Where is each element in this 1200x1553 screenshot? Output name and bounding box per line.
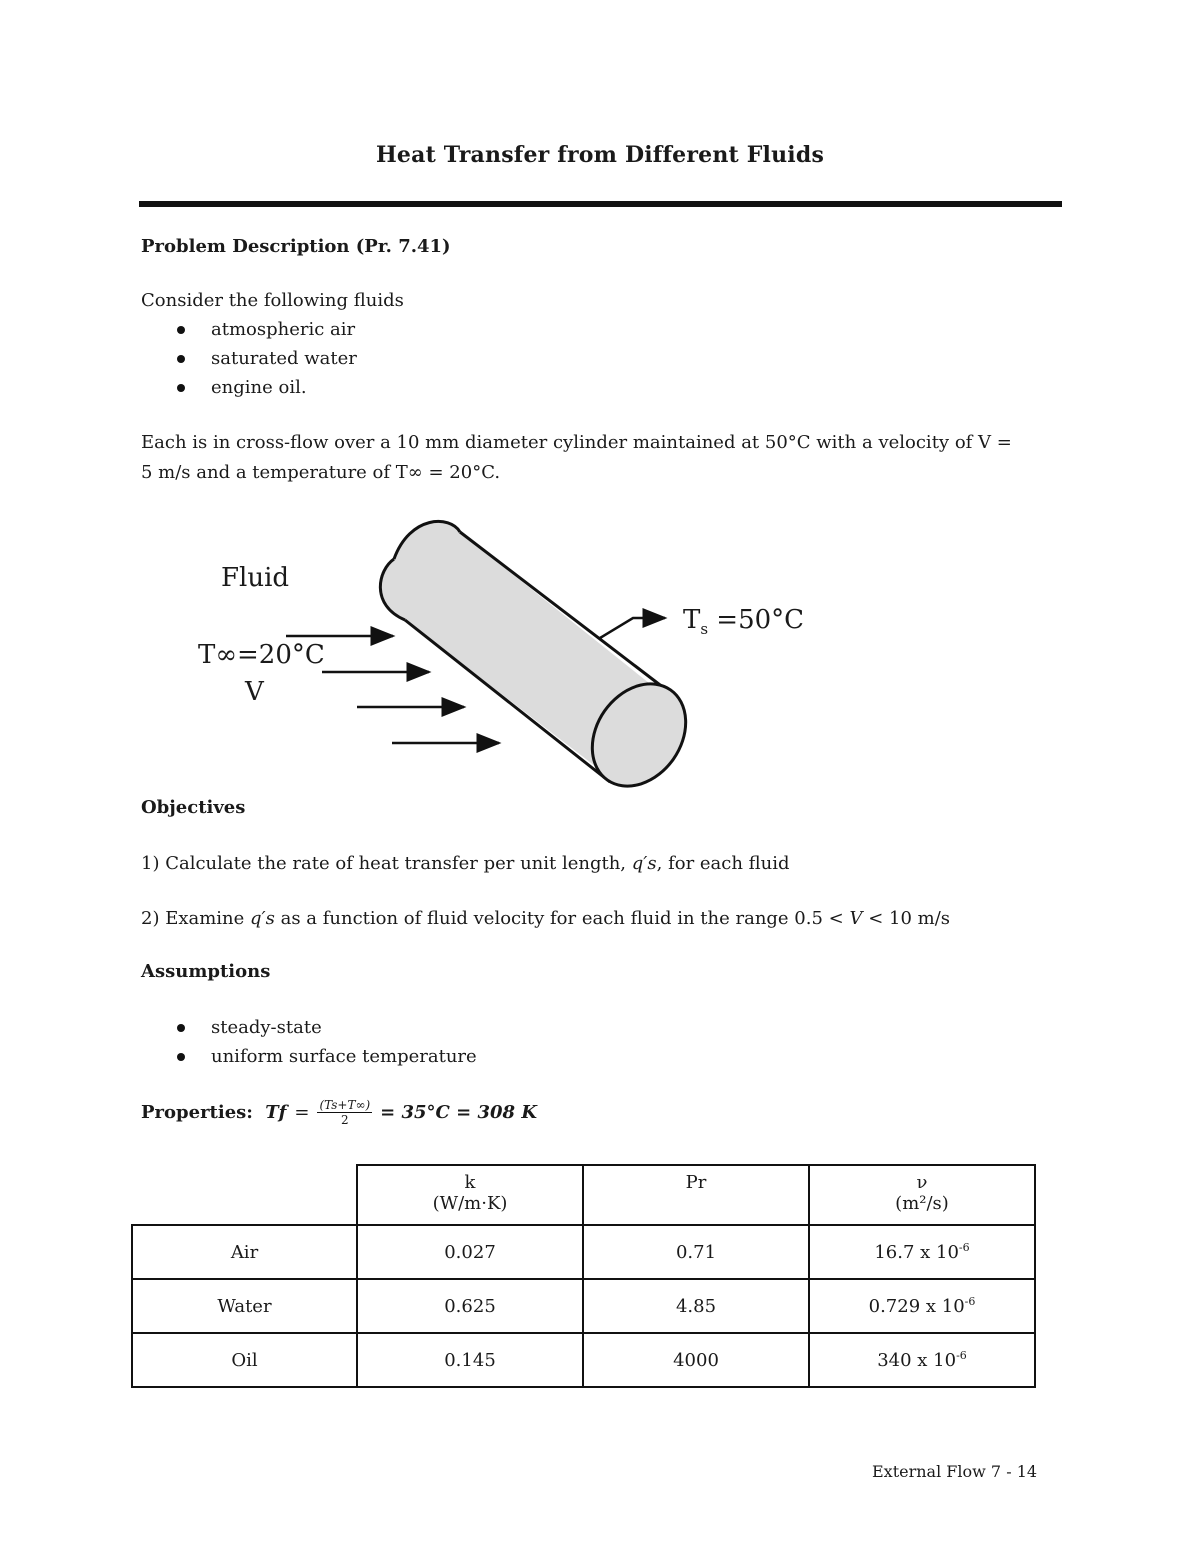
list-item <box>141 344 357 373</box>
problem-heading: Problem Description (Pr. 7.41) <box>141 236 451 257</box>
header-unit: (W/m·K) <box>432 1193 508 1214</box>
fluid-label: atmospheric air <box>211 319 356 340</box>
fraction <box>317 1098 372 1127</box>
objective-text: 2) Examine <box>141 908 251 929</box>
velocity-symbol: V <box>849 908 863 929</box>
bullet-icon <box>177 1024 185 1032</box>
problem-intro: Consider the following fluids <box>141 290 404 311</box>
cell-fluid: Oil <box>132 1333 357 1387</box>
cell-nu <box>809 1333 1035 1387</box>
properties-table <box>131 1164 1036 1388</box>
fluid-label: Fluid <box>221 563 290 593</box>
header-symbol: Pr <box>685 1172 707 1193</box>
q-prime-symbol: q′s <box>250 908 275 929</box>
nu-base: 340 x 10 <box>877 1350 957 1371</box>
cell-nu <box>809 1225 1035 1279</box>
fluid-label: saturated water <box>211 348 357 369</box>
header-symbol: k <box>464 1172 476 1193</box>
header-nu <box>809 1165 1035 1225</box>
objective-1 <box>141 849 790 879</box>
assumptions-heading: Assumptions <box>141 961 271 982</box>
t-inf-label: T∞=20°C <box>198 640 325 670</box>
fraction-denominator: 2 <box>340 1113 349 1127</box>
objective-text: < 10 m/s <box>862 908 950 929</box>
table-row <box>132 1279 1035 1333</box>
list-item <box>141 1042 477 1071</box>
bullet-icon <box>177 1053 185 1061</box>
nu-exponent: -6 <box>956 1349 967 1362</box>
equals-sign: = <box>294 1102 310 1123</box>
header-unit: (m²/s) <box>895 1193 949 1214</box>
cell-k: 0.625 <box>357 1279 583 1333</box>
properties-result: = 35°C = 308 K <box>380 1102 537 1123</box>
fluid-list <box>141 315 357 402</box>
properties-equation <box>141 1098 537 1127</box>
table-header-row <box>132 1165 1035 1225</box>
cell-pr: 4000 <box>583 1333 809 1387</box>
cylinder-shape <box>380 521 705 800</box>
table-row <box>132 1333 1035 1387</box>
q-prime-symbol: q′s <box>631 853 657 874</box>
assumption-list <box>141 1013 477 1071</box>
assumption-label: steady-state <box>211 1017 322 1038</box>
objectives-heading: Objectives <box>141 797 246 818</box>
list-item <box>141 1013 477 1042</box>
tf-symbol: Tf <box>265 1102 287 1123</box>
cell-fluid: Water <box>132 1279 357 1333</box>
page-title: Heat Transfer from Different Fluids <box>375 142 825 168</box>
ts-label <box>683 605 804 638</box>
objective-text: , for each fluid <box>656 853 790 874</box>
paragraph-line: 5 m/s and a temperature of T∞ = 20°C. <box>141 462 501 483</box>
nu-base: 16.7 x 10 <box>874 1242 959 1263</box>
ts-value: =50°C <box>708 605 805 635</box>
properties-label: Properties: <box>141 1102 260 1123</box>
list-item <box>141 373 357 402</box>
bullet-icon <box>177 355 185 363</box>
ts-symbol: T <box>683 605 701 635</box>
fluid-label: engine oil. <box>211 377 307 398</box>
fraction-numerator: (Ts+T∞) <box>319 1098 371 1112</box>
paragraph-line: Each is in cross-flow over a 10 mm diameter cylinder maintained at 50°C with a velocity of V = <box>141 432 1012 453</box>
objective-text: as a function of fluid velocity for each fluid in the range 0.5 < <box>274 908 850 929</box>
cell-fluid: Air <box>132 1225 357 1279</box>
page-footer: External Flow 7 - 14 <box>872 1462 1038 1481</box>
cell-pr: 0.71 <box>583 1225 809 1279</box>
nu-base: 0.729 x 10 <box>868 1296 965 1317</box>
header-symbol: ν <box>916 1172 928 1193</box>
list-item <box>141 315 357 344</box>
header-blank-cell <box>132 1165 357 1225</box>
objective-2 <box>141 904 950 934</box>
bullet-icon <box>177 326 185 334</box>
table-row <box>132 1225 1035 1279</box>
title-rule <box>139 201 1062 207</box>
cell-k: 0.027 <box>357 1225 583 1279</box>
nu-exponent: -6 <box>958 1241 970 1254</box>
header-k <box>357 1165 583 1225</box>
assumption-label: uniform surface temperature <box>211 1046 477 1067</box>
ts-leader-arrow <box>600 618 665 638</box>
header-pr <box>583 1165 809 1225</box>
cell-nu <box>809 1279 1035 1333</box>
cell-k: 0.145 <box>357 1333 583 1387</box>
nu-exponent: -6 <box>964 1295 976 1308</box>
velocity-label: V <box>245 677 264 707</box>
objective-text: 1) Calculate the rate of heat transfer per unit length, <box>141 853 632 874</box>
problem-paragraph <box>141 428 1012 488</box>
ts-subscript: s <box>700 620 709 639</box>
cell-pr: 4.85 <box>583 1279 809 1333</box>
bullet-icon <box>177 384 185 392</box>
